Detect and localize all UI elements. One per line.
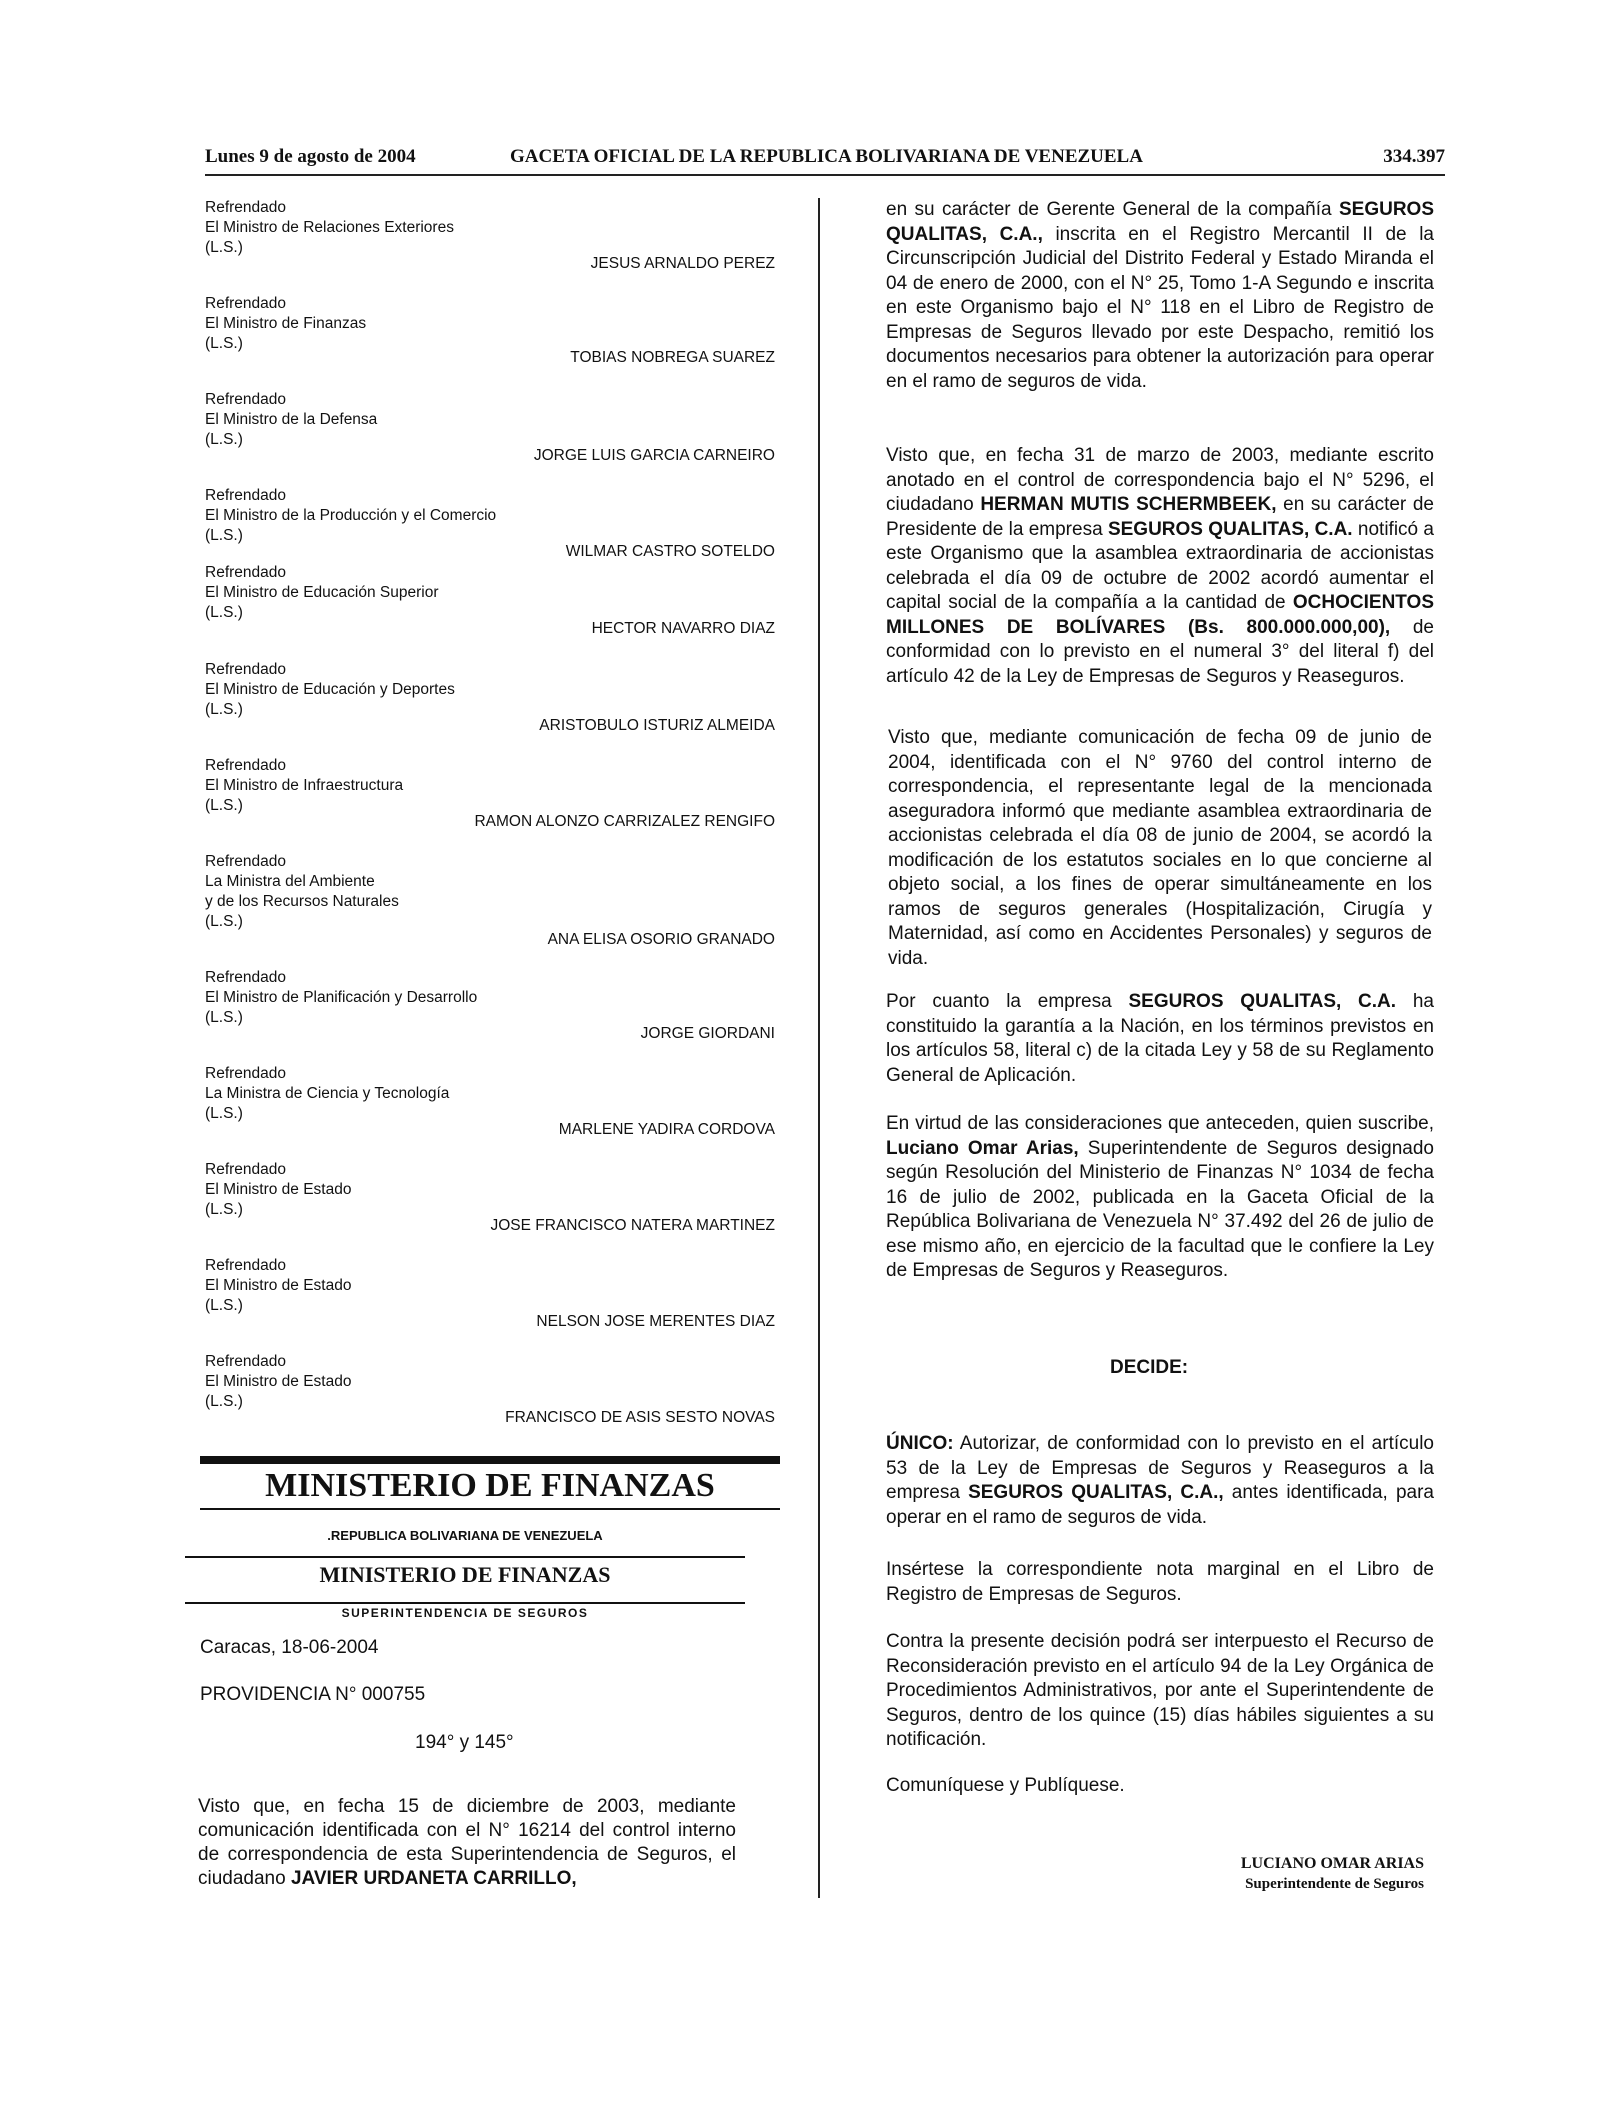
refrendo-block: [205, 563, 795, 637]
refrendo-label: Refrendado: [205, 391, 287, 408]
paragraph-text: inscrita en el Registro Mercantil II de la Circunscripción Judicial del Distrito Federal y Estado Miranda el 04 de enero de 2000, con el N° 25, Tomo 1-A Segundo e inscrita en este Organismo bajo el N° 118 en el Libro de Registro de Empresas de Seguros llevado por este Despacho, remitió los documentos necesarios para obtener la autorización para operar en el ramo de seguros de vida.: [886, 223, 1434, 392]
refrendo-signer: ARISTOBULO ISTURIZ ALMEIDA: [539, 717, 775, 734]
refrendo-office: El Ministro de Finanzas: [205, 315, 367, 332]
refrendo-signer: HECTOR NAVARRO DIAZ: [591, 620, 775, 637]
ministry-banner: [200, 1456, 780, 1510]
right-paragraph-5: [886, 1112, 1434, 1284]
paragraph-text: Superintendente de Seguros designado según Resolución del Ministerio de Finanzas N° 1034 de fecha 16 de julio de 2002, publicada en la Gaceta Oficial de la República Bolivariana de Venezuela N° 37.492 del 26 de julio de ese mismo año, en ejercicio de la facultad que le confiere la Ley de Empresas de Seguros y Reaseguros.: [886, 1137, 1434, 1281]
refrendo-office: El Ministro de Educación y Deportes: [205, 681, 455, 698]
unico-label: ÚNICO:: [886, 1433, 954, 1454]
refrendo-office: El Ministro de Estado: [205, 1181, 352, 1198]
refrendo-block: [205, 390, 795, 464]
refrendo-office: El Ministro de Estado: [205, 1373, 352, 1390]
refrendo-label: Refrendado: [205, 564, 287, 581]
refrendo-block: [205, 1064, 795, 1138]
years-line: 194° y 145°: [415, 1732, 514, 1753]
republic-line: .REPUBLICA BOLIVARIANA DE VENEZUELA: [327, 1528, 603, 1543]
refrendo-signer: JORGE GIORDANI: [640, 1025, 775, 1042]
paragraph-text: notificó a este Organismo que la asamblea extraordinaria de accionistas celebrada el día 09 de octubre de 2002 acordó aumentar el capital social de la compañía a la cantidad de: [886, 518, 1434, 613]
refrendo-label: Refrendado: [205, 1353, 287, 1370]
refrendo-block: [205, 756, 795, 830]
paragraph-text: Autorizar, de conformidad con lo previsto en el artículo 53 de la Ley de Empresas de Seguros y Reaseguros a la empresa: [886, 1433, 1434, 1503]
ministry-title: MINISTERIO DE FINANZAS: [265, 1467, 715, 1504]
paragraph-text: antes identificada, para operar en el ramo de seguros de vida.: [886, 1482, 1435, 1528]
signature-title: Superintendente de Seguros: [1245, 1876, 1424, 1892]
refrendo-seal: (L.S.): [205, 1105, 243, 1122]
company-name: SEGUROS QUALITAS, C.A.: [1128, 991, 1397, 1012]
providencia-number: PROVIDENCIA N° 000755: [200, 1684, 426, 1705]
header-page-number: 334.397: [1383, 146, 1445, 167]
refrendo-signer: JESUS ARNALDO PEREZ: [590, 255, 775, 272]
right-paragraph-9: Comuníquese y Publíquese.: [886, 1775, 1125, 1796]
place-date: Caracas, 18-06-2004: [200, 1637, 379, 1658]
banner-thin-rule: [200, 1508, 780, 1510]
refrendo-signer: WILMAR CASTRO SOTELDO: [565, 543, 775, 560]
signer-inline-name: Luciano Omar Arias,: [886, 1137, 1079, 1159]
refrendo-office-line2: y de los Recursos Naturales: [205, 893, 399, 910]
header-date: Lunes 9 de agosto de 2004: [205, 146, 416, 167]
refrendo-signer: RAMON ALONZO CARRIZALEZ RENGIFO: [474, 813, 775, 830]
company-name: SEGUROS QUALITAS, C.A.,: [968, 1482, 1224, 1503]
right-paragraph-7: Insértese la correspondiente nota marginal en el Libro de Registro de Empresas de Seguros.: [886, 1559, 1434, 1605]
left-paragraph-text: Visto que, en fecha 15 de diciembre de 2003, mediante comunicación identificada con el N° 16214 del control interno de correspondencia de esta Superintendencia de Seguros, el ciudadano: [198, 1796, 736, 1889]
refrendo-label: Refrendado: [205, 199, 287, 216]
refrendo-seal: (L.S.): [205, 1201, 243, 1218]
refrendo-seal: (L.S.): [205, 604, 243, 621]
paragraph-text: Por cuanto la empresa: [886, 991, 1129, 1012]
refrendo-seal: (L.S.): [205, 1297, 243, 1314]
refrendo-label: Refrendado: [205, 1065, 287, 1082]
company-name: SEGUROS QUALITAS, C.A.: [1107, 518, 1353, 540]
header-rule: [205, 174, 1445, 176]
paragraph-text: En virtud de las consideraciones que anteceden, quien suscribe,: [886, 1113, 1434, 1134]
refrendo-label: Refrendado: [205, 1257, 287, 1274]
refrendo-label: Refrendado: [205, 661, 287, 678]
right-paragraph-3: Visto que, mediante comunicación de fecha 09 de junio de 2004, identificada con el N° 9760 del control interno de correspondencia, el representante legal de la mencionada aseguradora informó que mediante asamblea extraordinaria de accionistas celebrada el día 08 de junio de 2004, se acordó la modificación de los estatutos sociales en lo que concierne al objeto social, a los fines de operar simultáneamente en los ramos de seguros generales (Hospitalización, Cirugía y Maternidad, así como en Accidentes Personales) y seguros de vida.: [888, 727, 1432, 969]
column-divider: [818, 198, 820, 1898]
refrendo-block: [205, 1352, 795, 1426]
superintendence-line: SUPERINTENDENCIA DE SEGUROS: [341, 1606, 589, 1620]
refrendo-office: El Ministro de Infraestructura: [205, 777, 404, 794]
signature-name: LUCIANO OMAR ARIAS: [1240, 1855, 1424, 1872]
refrendo-block: [205, 1256, 795, 1330]
refrendo-block: [205, 968, 795, 1042]
left-paragraph: [198, 1795, 736, 1891]
paragraph-text: en su carácter de Presidente de la empresa: [886, 494, 1435, 540]
refrendo-seal: (L.S.): [205, 1009, 243, 1026]
refrendo-label: Refrendado: [205, 487, 287, 504]
header-publication: GACETA OFICIAL DE LA REPUBLICA BOLIVARIANA DE VENEZUELA: [510, 146, 1143, 167]
ministry-subtitle: MINISTERIO DE FINANZAS: [319, 1562, 611, 1587]
refrendo-office: El Ministro de la Producción y el Comercio: [205, 507, 497, 524]
refrendo-block: [205, 486, 795, 560]
refrendo-seal: (L.S.): [205, 335, 243, 352]
refrendo-block: [205, 198, 795, 272]
refrendo-signer: JORGE LUIS GARCIA CARNEIRO: [533, 447, 775, 464]
paragraph-text: ha constituido la garantía a la Nación, en los términos previstos en los artículos 58, literal c) de la citada Ley y 58 de su Reglamento General de Aplicación.: [886, 991, 1434, 1086]
refrendo-seal: (L.S.): [205, 1393, 243, 1410]
page-header: [205, 146, 1445, 174]
refrendo-seal: (L.S.): [205, 701, 243, 718]
rule-bottom: [185, 1602, 745, 1604]
right-paragraph-6: [886, 1432, 1434, 1530]
refrendo-office: El Ministro de la Defensa: [205, 411, 378, 428]
banner-thick-rule: [200, 1456, 780, 1464]
capital-amount: OCHOCIENTOS MILLONES DE BOLÍVARES (Bs. 800.000.000,00),: [886, 592, 1434, 638]
refrendo-label: Refrendado: [205, 757, 287, 774]
refrendo-signer: MARLENE YADIRA CORDOVA: [558, 1121, 775, 1138]
refrendo-label: Refrendado: [205, 1161, 287, 1178]
company-name: SEGUROS QUALITAS, C.A.,: [886, 199, 1434, 245]
refrendo-label: Refrendado: [205, 969, 287, 986]
refrendo-office: El Ministro de Estado: [205, 1277, 352, 1294]
refrendo-office: El Ministro de Educación Superior: [205, 584, 439, 601]
paragraph-text: Visto que, en fecha 31 de marzo de 2003, mediante escrito anotado en el control de correspondencia bajo el N° 5296, el ciudadano: [886, 445, 1434, 515]
refrendo-seal: (L.S.): [205, 527, 243, 544]
refrendo-office: El Ministro de Relaciones Exteriores: [205, 219, 454, 236]
refrendo-seal: (L.S.): [205, 797, 243, 814]
refrendo-signer: JOSE FRANCISCO NATERA MARTINEZ: [490, 1217, 775, 1234]
refrendo-seal: (L.S.): [205, 431, 243, 448]
refrendo-office: La Ministra de Ciencia y Tecnología: [205, 1085, 450, 1102]
decide-heading: DECIDE:: [1110, 1357, 1189, 1378]
refrendo-block: [205, 852, 795, 948]
refrendo-signer: NELSON JOSE MERENTES DIAZ: [536, 1313, 775, 1330]
refrendo-label: Refrendado: [205, 853, 287, 870]
refrendo-block: [205, 294, 795, 366]
refrendo-seal: (L.S.): [205, 913, 243, 930]
right-paragraph-2: [886, 444, 1434, 689]
refrendo-block: [205, 660, 795, 734]
right-paragraph-4: [886, 990, 1434, 1088]
paragraph-text: de conformidad con lo previsto en el numeral 3° del literal f) del artículo 42 de la Ley de Empresas de Seguros y Reaseguros.: [886, 616, 1434, 687]
left-paragraph-bold: JAVIER URDANETA CARRILLO,: [290, 1868, 577, 1889]
right-paragraph-1: [886, 198, 1434, 394]
refrendo-signer: ANA ELISA OSORIO GRANADO: [547, 931, 775, 948]
refrendo-label: Refrendado: [205, 295, 287, 312]
refrendo-office: La Ministra del Ambiente: [205, 873, 375, 890]
refrendo-signer: TOBIAS NOBREGA SUAREZ: [570, 349, 775, 366]
paragraph-text: en su carácter de Gerente General de la compañía: [886, 199, 1339, 220]
refrendo-office: El Ministro de Planificación y Desarrollo: [205, 989, 478, 1006]
refrendo-seal: (L.S.): [205, 239, 243, 256]
person-name: HERMAN MUTIS SCHERMBEEK,: [980, 494, 1277, 515]
right-paragraph-8: Contra la presente decisión podrá ser interpuesto el Recurso de Reconsideración previsto en el artículo 94 de la Ley Orgánica de Procedimientos Administrativos, por ante el Superintendente de Seguros, dentro de los quince (15) días hábiles siguientes a su notificación.: [886, 1631, 1434, 1750]
refrendo-signer: FRANCISCO DE ASIS SESTO NOVAS: [505, 1409, 775, 1426]
rule-top: [185, 1556, 745, 1558]
refrendo-block: [205, 1160, 795, 1234]
